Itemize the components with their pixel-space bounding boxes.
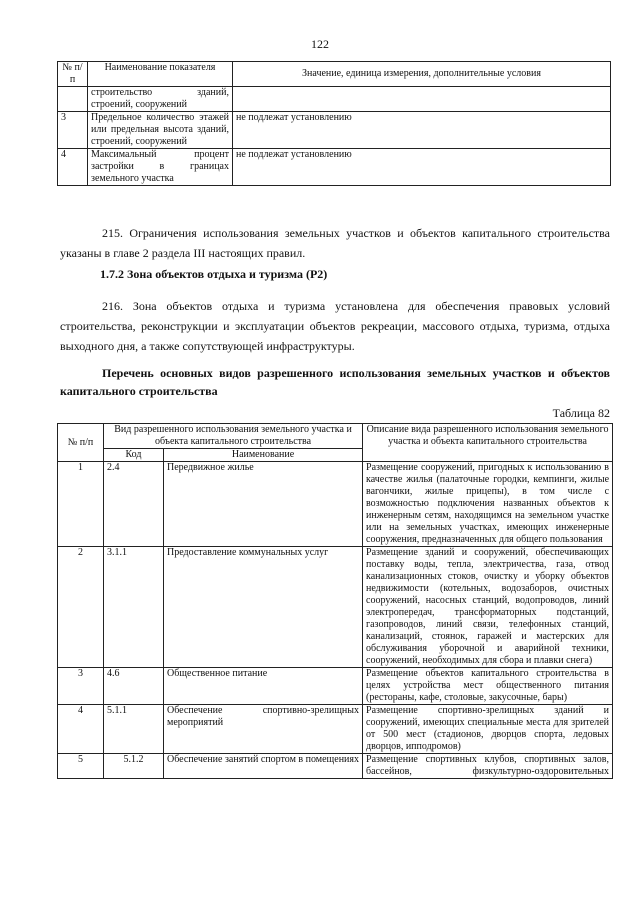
parameters-table xyxy=(57,61,611,186)
row-num: 5 xyxy=(58,754,104,779)
row-name: Предельное количество этажей или предельная высота зданий, строений, сооружений xyxy=(88,112,233,149)
row-name: Передвижное жилье xyxy=(164,462,363,547)
table-row xyxy=(58,149,611,186)
table-row xyxy=(58,668,613,705)
header-num: № п/п xyxy=(58,424,104,462)
row-value: не подлежат установлению xyxy=(233,112,611,149)
list-title: Перечень основных видов разрешенного использования земельных участков и объектов капитального строительства xyxy=(60,366,610,398)
section-heading: 1.7.2 Зона объектов отдыха и туризма (Р2) xyxy=(100,267,328,281)
header-value: Значение, единица измерения, дополнительные условия xyxy=(233,62,611,87)
row-code: 3.1.1 xyxy=(104,547,164,668)
row-code: 5.1.2 xyxy=(104,754,164,779)
table-row xyxy=(58,705,613,754)
table-header-row xyxy=(58,424,613,449)
row-num: 2 xyxy=(58,547,104,668)
row-num: 3 xyxy=(58,112,88,149)
row-description: Размещение спортивно-зрелищных зданий и сооружений, имеющих специальные места для зрителей от 500 мест (стадионов, дворцов спорта, ледовых дворцов, ипподромов) xyxy=(363,705,613,754)
row-code: 2.4 xyxy=(104,462,164,547)
table-caption: Таблица 82 xyxy=(552,406,610,420)
row-description: Размещение сооружений, пригодных к использованию в качестве жилья (палаточные городки, кемпинги, жилые вагончики, жилые прицепы), в том числе с возможностью подключения названных объектов к инженерным сетям, находящимся на земельном участке или на земельных участках, имеющих инженерные сооружения, предназначенных для общего пользования xyxy=(363,462,613,547)
permitted-uses-table xyxy=(57,423,613,779)
header-use-type: Вид разрешенного использования земельного участка и объекта капитального строительства xyxy=(104,424,363,449)
paragraph-216: 216. Зона объектов отдыха и туризма установлена для обеспечения правовых условий строительства, реконструкции и эксплуатации объектов рекреации, массового отдыха, туризма, отдыха выходного дня, а также сопутствующей инфраструктуры. xyxy=(60,299,610,353)
page-number: 122 xyxy=(311,37,329,51)
row-num: 1 xyxy=(58,462,104,547)
row-name: Обеспечение спортивно-зрелищных мероприятий xyxy=(164,705,363,754)
table-row xyxy=(58,547,613,668)
header-name: Наименование xyxy=(164,449,363,462)
row-name: Предоставление коммунальных услуг xyxy=(164,547,363,668)
paragraph-215: 215. Ограничения использования земельных участков и объектов капитального строительства указаны в главе 2 раздела III настоящих правил. xyxy=(60,226,610,260)
row-code: 5.1.1 xyxy=(104,705,164,754)
row-value: не подлежат установлению xyxy=(233,149,611,186)
table-row xyxy=(58,112,611,149)
table-header-row xyxy=(58,62,611,87)
table-row xyxy=(58,87,611,112)
row-description: Размещение спортивных клубов, спортивных залов, бассейнов, физкультурно-оздоровительных xyxy=(363,754,613,779)
row-name: Максимальный процент застройки в границах земельного участка xyxy=(88,149,233,186)
row-num: 4 xyxy=(58,149,88,186)
row-name: Обеспечение занятий спортом в помещениях xyxy=(164,754,363,779)
row-description: Размещение зданий и сооружений, обеспечивающих поставку воды, тепла, электричества, газа, отвод канализационных стоков, очистку и уборку объектов недвижимости (котельных, водозаборов, очистных сооружений, насосных станций, водопроводов, линий электропередач, трансформаторных подстанций, газопроводов, линий связи, телефонных станций, канализаций, стоянок, гаражей и мастерских для обслуживания уборочной и аварийной техники, сооружений, необходимых для сбора и плавки снега) xyxy=(363,547,613,668)
table-row xyxy=(58,462,613,547)
row-code: 4.6 xyxy=(104,668,164,705)
row-name: строительство зданий, строений, сооружений xyxy=(88,87,233,112)
row-num xyxy=(58,87,88,112)
row-value xyxy=(233,87,611,112)
row-description: Размещение объектов капитального строительства в целях устройства мест общественного питания (рестораны, кафе, столовые, закусочные, бары) xyxy=(363,668,613,705)
header-num: № п/п xyxy=(58,62,88,87)
row-num: 3 xyxy=(58,668,104,705)
header-description: Описание вида разрешенного использования земельного участка и объекта капитального строительства xyxy=(363,424,613,462)
header-indicator: Наименование показателя xyxy=(88,62,233,87)
row-name: Общественное питание xyxy=(164,668,363,705)
row-num: 4 xyxy=(58,705,104,754)
header-code: Код xyxy=(104,449,164,462)
table-row xyxy=(58,754,613,779)
